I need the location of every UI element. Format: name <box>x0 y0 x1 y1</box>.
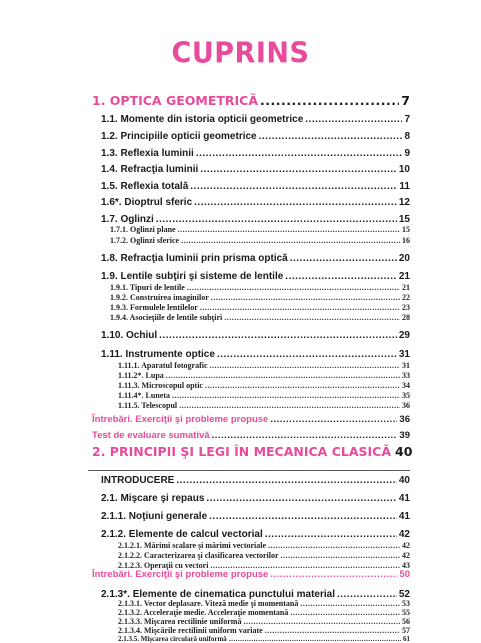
entry-label: 2.1.2.3. Operaţii cu vectori <box>118 561 209 570</box>
leader-dots <box>300 599 400 608</box>
page-number: 10 <box>398 164 410 175</box>
page-number: 55 <box>402 608 410 617</box>
page-number: 31 <box>398 349 410 360</box>
page-number: 15 <box>402 225 410 234</box>
toc-subentry <box>110 313 410 322</box>
toc-entry <box>101 330 410 341</box>
toc-entry <box>101 131 410 142</box>
page-number: 31 <box>402 361 410 370</box>
entry-label: 1.9.3. Formulele lentilelor <box>110 303 198 312</box>
entry-label: 1.7.1. Oglinzi plane <box>110 225 176 234</box>
toc-entry <box>101 164 410 175</box>
divider-line <box>88 470 410 471</box>
entry-label: 1.11.1. Aparatul fotografic <box>118 361 208 370</box>
leader-dots <box>265 626 400 635</box>
page-number: 29 <box>398 330 410 341</box>
leader-dots <box>285 271 397 282</box>
entry-label: 2.1.3.2. Acceleraţie medie. Acceleraţie momentană <box>118 608 289 617</box>
page-number: 36 <box>402 401 410 410</box>
leader-dots <box>243 617 400 626</box>
entry-label: 1.2. Principiile opticii geometrice <box>101 131 257 142</box>
entry-label: 1.11.2*. Lupa <box>118 371 164 380</box>
toc-subentry <box>118 371 410 380</box>
leader-dots <box>281 551 400 560</box>
entry-label: 1.9.2. Construirea imaginilor <box>110 293 209 302</box>
toc-subentry <box>118 361 410 370</box>
entry-label: 1.7. Oglinzi <box>101 214 154 225</box>
leader-dots <box>181 236 400 245</box>
page-number: 20 <box>398 253 410 264</box>
entry-label: 1.4. Refracţia luminii <box>101 164 199 175</box>
exercises-entry <box>92 414 410 425</box>
toc-entry <box>101 197 410 208</box>
chapter-heading <box>92 93 410 108</box>
toc-subentry <box>118 599 410 608</box>
toc-subentry <box>118 608 410 617</box>
page-number: 42 <box>398 529 410 540</box>
entry-label: 2.1.3.4. Mişcările rectilinii uniform variate <box>118 626 263 635</box>
page-number: 28 <box>402 313 410 322</box>
leader-dots <box>290 253 397 264</box>
page-number: 50 <box>399 569 410 580</box>
page-number: 56 <box>402 617 410 626</box>
leader-dots <box>156 214 397 225</box>
page-number: 8 <box>404 131 410 142</box>
page-number: 11 <box>399 181 410 192</box>
page-number: 52 <box>398 589 410 600</box>
toc-subentry <box>118 617 410 626</box>
entry-label: 1.11.4*. Luneta <box>118 391 171 400</box>
leader-dots <box>187 283 400 292</box>
page-number: 40 <box>398 475 410 486</box>
page-number: 53 <box>402 599 410 608</box>
toc-subentry <box>118 635 410 643</box>
toc-subentry <box>118 381 410 390</box>
entry-label: 1.6*. Dioptrul sferic <box>101 197 193 208</box>
page-number: 12 <box>398 197 410 208</box>
leader-dots <box>270 569 397 580</box>
entry-label: 2.1.2.1. Mărimi scalare şi mărimi vectoriale <box>118 541 267 550</box>
page-number: 36 <box>399 414 410 425</box>
page-number: 21 <box>402 283 410 292</box>
page-number: 23 <box>402 303 410 312</box>
entry-label: 1.9. Lentile subţiri şi sisteme de lentile <box>101 271 284 282</box>
toc-entry <box>101 253 410 264</box>
leader-dots <box>179 401 400 410</box>
leader-dots <box>270 414 397 425</box>
toc-entry <box>101 349 410 360</box>
entry-label: Test de evaluare sumativă <box>92 430 210 441</box>
page-number: 57 <box>402 626 410 635</box>
entry-label: 1.3. Reflexia luminii <box>101 148 194 159</box>
leader-dots <box>196 148 403 159</box>
page-number: 33 <box>402 371 410 380</box>
toc-entry <box>101 271 410 282</box>
leader-dots <box>217 349 397 360</box>
page-number: 21 <box>398 271 410 282</box>
leader-dots <box>305 114 402 125</box>
page-number: 9 <box>404 148 410 159</box>
entry-label: 2.1.1. Noţiuni generale <box>101 511 208 522</box>
leader-dots <box>159 330 397 341</box>
entry-label: 1.8. Refracţia luminii prin prisma optică <box>101 253 288 264</box>
page-title: CUPRINS <box>171 37 310 70</box>
leader-dots <box>172 391 400 400</box>
leader-dots <box>194 197 397 208</box>
entry-label: 1.9.4. Asocieţiile de lentile subţiri <box>110 313 223 322</box>
page-number: 41 <box>398 493 410 504</box>
entry-label: 1.1. Momente din istoria opticii geometrice <box>101 114 304 125</box>
toc-subentry <box>110 303 410 312</box>
page-number: 43 <box>402 561 410 570</box>
toc-subentry <box>118 626 410 635</box>
entry-label: 1.11.3. Microscopul optic <box>118 381 203 390</box>
toc-subentry <box>118 541 410 550</box>
entry-label: Întrebări. Exerciţii şi probleme propuse <box>92 414 269 425</box>
leader-dots <box>210 361 400 370</box>
entry-label: 1.11. Instrumente optice <box>101 349 215 360</box>
toc-subentry <box>110 283 410 292</box>
page-number: 16 <box>402 236 410 245</box>
leader-dots <box>205 381 400 390</box>
toc-entry <box>101 475 410 486</box>
page-number: 41 <box>398 511 410 522</box>
page-number: 42 <box>402 541 410 550</box>
leader-dots <box>178 225 400 234</box>
entry-label: 1.9.1. Tipuri de lentile <box>110 283 185 292</box>
page-number: 34 <box>402 381 410 390</box>
leader-dots <box>265 529 397 540</box>
toc-subentry <box>118 401 410 410</box>
toc-entry <box>101 214 410 225</box>
entry-label: Întrebări. Exerciţii şi probleme propuse <box>92 569 269 580</box>
chapter-title: 2. PRINCIPII ŞI LEGI ÎN MECANICA CLASICĂ <box>92 444 392 459</box>
page-number: 61 <box>403 635 410 643</box>
entry-label: 2.1.2. Elemente de calcul vectorial <box>101 529 263 540</box>
leader-dots <box>190 181 397 192</box>
entry-label: 2.1. Mişcare şi repaus <box>101 493 205 504</box>
leader-dots <box>259 131 403 142</box>
leader-dots <box>268 541 400 550</box>
entry-label: 2.1.3.3. Mişcarea rectilinie uniformă <box>118 617 242 626</box>
entry-label: 1.10. Ochiul <box>101 330 158 341</box>
leader-dots <box>200 303 400 312</box>
page-number: 42 <box>402 551 410 560</box>
entry-label: 2.1.3.5. Mişcarea circulară uniformă <box>118 635 227 643</box>
toc-entry <box>101 511 410 522</box>
chapter-title: 1. OPTICA GEOMETRICĂ <box>92 93 259 108</box>
page-number: 22 <box>402 293 410 302</box>
chapter-heading <box>92 444 413 459</box>
entry-label: 1.7.2. Oglinzi sferice <box>110 236 180 245</box>
page-number: 7 <box>401 93 410 108</box>
entry-label: INTRODUCERE <box>101 475 175 486</box>
toc-subentry <box>110 236 410 245</box>
leader-dots <box>224 313 400 322</box>
toc-entry <box>101 529 410 540</box>
page-number: 40 <box>395 444 413 459</box>
leader-dots <box>176 475 397 486</box>
toc-entry <box>101 493 410 504</box>
toc-entry <box>101 114 410 125</box>
evaluation-test-entry <box>92 430 410 441</box>
toc-subentry <box>118 391 410 400</box>
toc-subentry <box>110 225 410 234</box>
leader-dots <box>229 635 401 643</box>
entry-label: 2.1.3*. Elemente de cinematica punctului material <box>101 589 335 600</box>
entry-label: 2.1.2.2. Caracterizarea şi clasificarea vectorilor <box>118 551 279 560</box>
leader-dots <box>166 371 400 380</box>
toc-subentry <box>118 551 410 560</box>
toc-entry <box>101 148 410 159</box>
page-number: 35 <box>402 391 410 400</box>
leader-dots <box>206 493 396 504</box>
leader-dots <box>260 93 399 108</box>
entry-label: 1.5. Reflexia totală <box>101 181 189 192</box>
leader-dots <box>200 164 397 175</box>
page-number: 7 <box>404 114 410 125</box>
leader-dots <box>209 511 397 522</box>
toc-subentry <box>110 293 410 302</box>
page-number: 39 <box>399 430 410 441</box>
exercises-entry <box>92 569 410 580</box>
entry-label: 1.11.5. Telescopul <box>118 401 178 410</box>
leader-dots <box>290 608 400 617</box>
entry-label: 2.1.3.1. Vector deplasare. Viteză medie şi momentană <box>118 599 299 608</box>
leader-dots <box>211 293 400 302</box>
leader-dots <box>212 430 398 441</box>
page-number: 15 <box>398 214 410 225</box>
toc-entry <box>101 181 410 192</box>
